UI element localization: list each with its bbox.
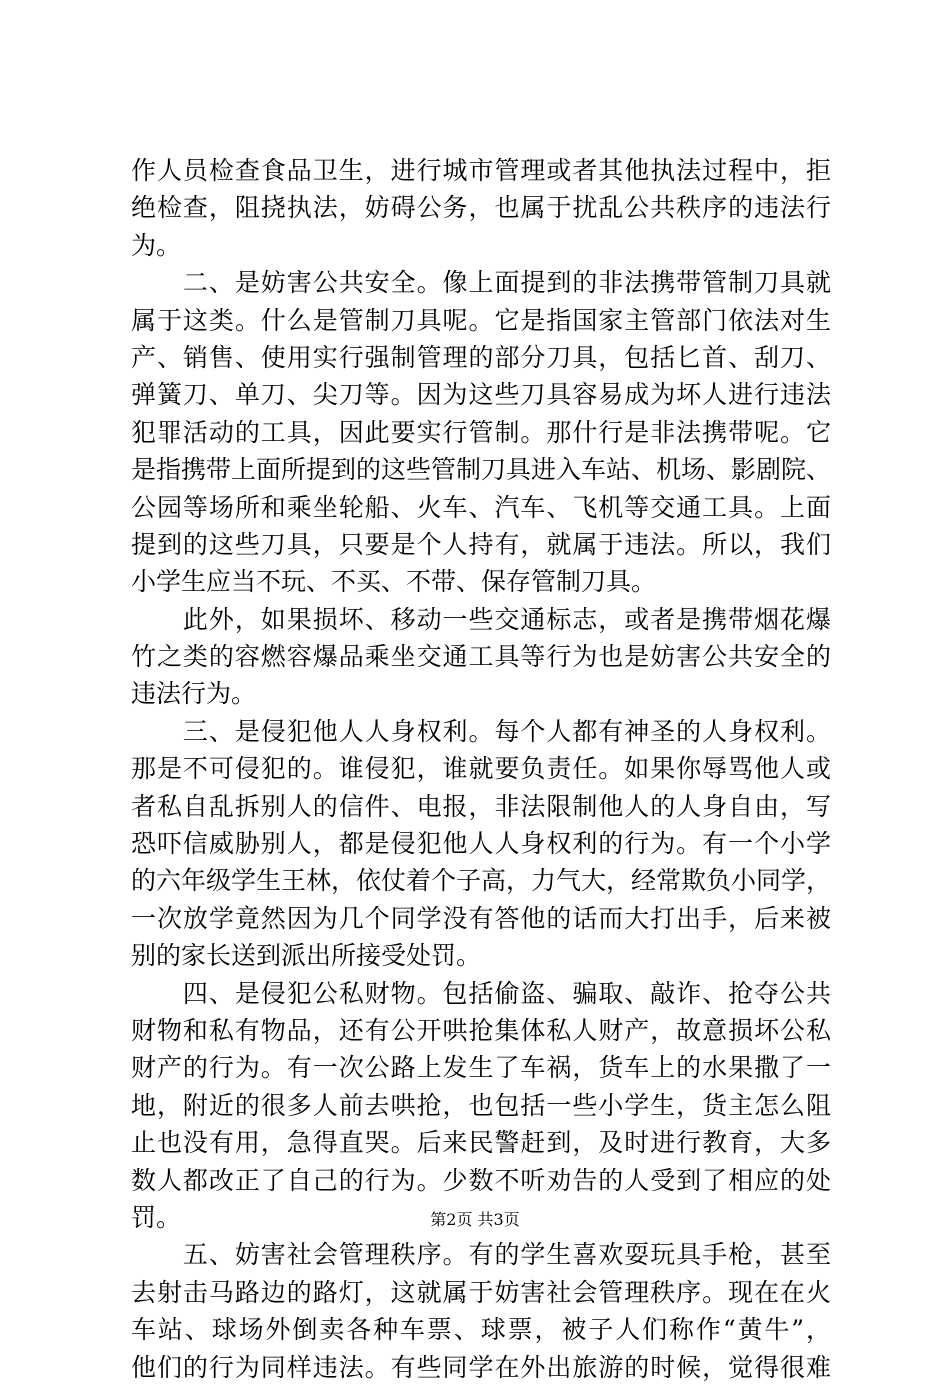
text-line: 违法行为。	[131, 679, 257, 709]
text-line: 作人员检查食品卫生，进行城市管理或者其他执法过程中，拒	[131, 156, 831, 185]
text-line: 别的家长送到派出所接受处罚。	[131, 941, 482, 971]
text-line: 二、是妨害公共安全。像上面提到的非法携带管制刀具就	[131, 268, 831, 298]
text-line: 绝检查，阻挠执法，妨碍公务，也属于扰乱公共秩序的违法行	[131, 193, 831, 223]
text-line: 去射击马路边的路灯，这就属于妨害社会管理秩序。现在在火	[131, 1277, 831, 1307]
text-line: 他们的行为同样违法。有些同学在外出旅游的时候，觉得很难	[131, 1352, 831, 1382]
text-line: 产、销售、使用实行强制管理的部分刀具，包括匕首、刮刀、	[131, 342, 831, 372]
text-line: 提到的这些刀具，只要是个人持有，就属于违法。所以，我们	[131, 529, 831, 559]
text-line: 车站、球场外倒卖各种车票、球票，被子人们称作“黄牛”，	[131, 1315, 831, 1345]
text-line: 止也没有用，急得直哭。后来民警赶到，及时进行教育，大多	[131, 1128, 831, 1158]
text-line: 者私自乱拆别人的信件、电报，非法限制他人的人身自由，写	[131, 791, 831, 821]
text-line: 数人都改正了自己的行为。少数不听劝告的人受到了相应的处	[131, 1165, 831, 1195]
text-line: 竹之类的容燃容爆品乘坐交通工具等行为也是妨害公共安全的	[131, 642, 831, 672]
text-line: 三、是侵犯他人人身权利。每个人都有神圣的人身权利。	[131, 716, 831, 746]
text-line: 地，附近的很多人前去哄抢，也包括一些小学生，货主怎么阻	[131, 1090, 831, 1120]
text-line: 属于这类。什么是管制刀具呢。它是指国家主管部门依法对生	[131, 305, 831, 335]
text-line: 公园等场所和乘坐轮船、火车、汽车、飞机等交通工具。上面	[131, 492, 831, 522]
text-line: 弹簧刀、单刀、尖刀等。因为这些刀具容易成为坏人进行违法	[131, 380, 831, 410]
page-footer	[0, 1208, 950, 1232]
text-line: 一次放学竟然因为几个同学没有答他的话而大打出手，后来被	[131, 903, 831, 933]
text-line: 罚。	[131, 1202, 182, 1232]
text-line: 财产的行为。有一次公路上发生了车祸，货车上的水果撒了一	[131, 1053, 831, 1083]
page-number-label: 第2页 共3页	[430, 1210, 520, 1229]
text-line: 犯罪活动的工具，因此要实行管制。那什行是非法携带呢。它	[131, 417, 831, 447]
text-line: 那是不可侵犯的。谁侵犯，谁就要负责任。如果你辱骂他人或	[131, 754, 831, 784]
text-line: 财物和私有物品，还有公开哄抢集体私人财产，故意损坏公私	[131, 1015, 831, 1045]
text-line: 五、妨害社会管理秩序。有的学生喜欢耍玩具手枪，甚至	[131, 1240, 831, 1270]
text-line: 的六年级学生王林，依仗着个子高，力气大，经常欺负小同学，	[131, 866, 832, 896]
text-line: 为。	[131, 230, 182, 260]
document-body	[131, 152, 831, 1386]
text-line: 是指携带上面所提到的这些管制刀具进入车站、机场、影剧院、	[131, 455, 832, 485]
text-line: 此外，如果损坏、移动一些交通标志，或者是携带烟花爆	[131, 604, 831, 634]
text-line: 四、是侵犯公私财物。包括偷盗、骗取、敲诈、抢夺公共	[131, 978, 831, 1008]
text-line: 恐吓信威胁别人，都是侵犯他人人身权利的行为。有一个小学	[131, 829, 831, 859]
text-line: 小学生应当不玩、不买、不带、保存管制刀具。	[131, 567, 657, 597]
